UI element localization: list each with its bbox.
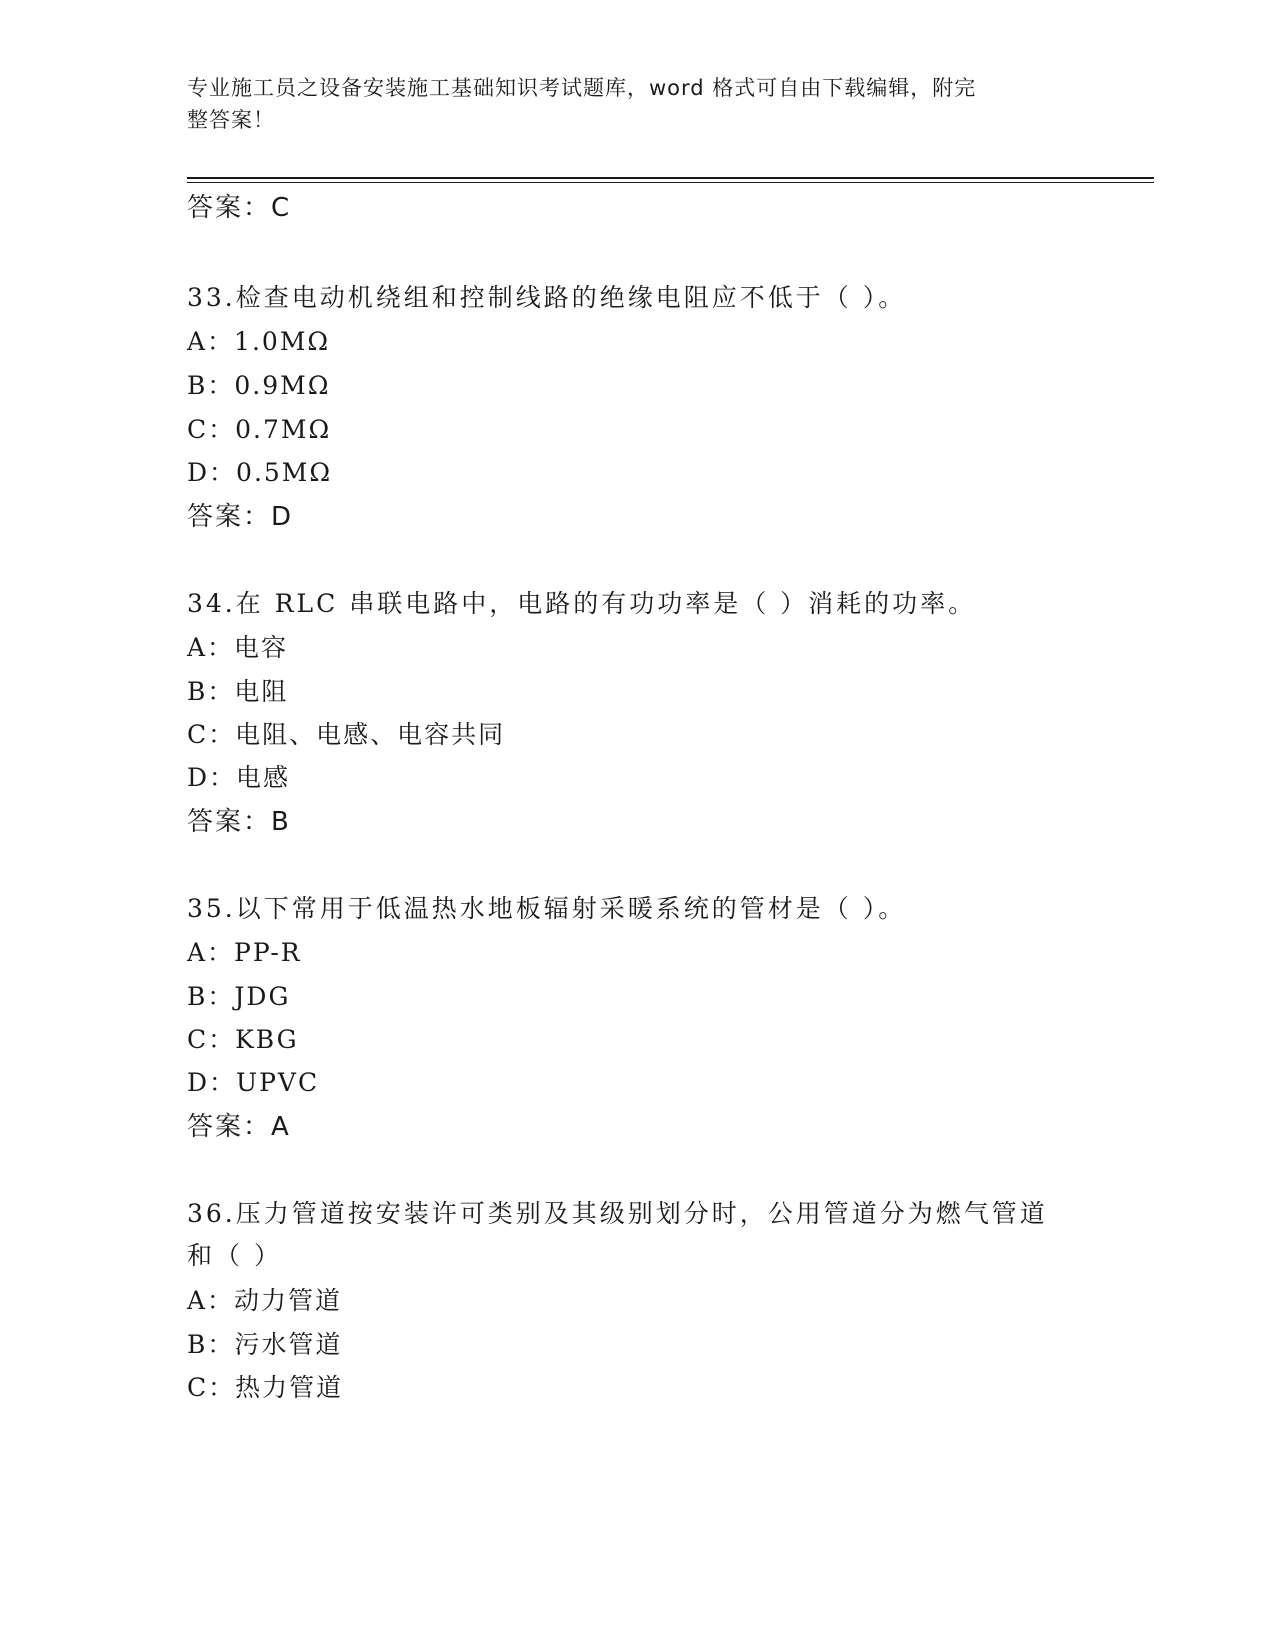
question-34-option-c: C：电阻、电感、电容共同 (187, 720, 506, 749)
question-33-option-b: B：0.9MΩ (187, 371, 331, 400)
answer-prev: 答案：C (187, 193, 292, 223)
question-36-stem-line-1: 36.压力管道按安装许可类别及其级别划分时，公用管道分为燃气管道 (187, 1199, 1048, 1228)
question-34-option-b: B：电阻 (187, 677, 289, 706)
question-36-option-a: A：动力管道 (187, 1286, 343, 1315)
question-33-option-d: D：0.5MΩ (187, 458, 333, 487)
question-34-option-a: A：电容 (187, 633, 289, 662)
question-36-option-b: B：污水管道 (187, 1330, 343, 1359)
header-rule-thin (187, 182, 1154, 183)
question-35-option-d: D：UPVC (187, 1068, 320, 1097)
question-33-answer: 答案：D (187, 502, 294, 532)
question-34-option-d: D：电感 (187, 763, 291, 792)
question-33-option-c: C：0.7MΩ (187, 415, 332, 444)
question-34-stem: 34.在 RLC 串联电路中，电路的有功功率是（ ）消耗的功率。 (187, 589, 977, 618)
document-header (187, 72, 1067, 136)
header-line-2: 整答案！ (187, 108, 275, 132)
question-33-option-a: A：1.0MΩ (187, 327, 331, 356)
header-line-1: 专业施工员之设备安装施工基础知识考试题库，word 格式可自由下载编辑，附完 (187, 76, 977, 100)
header-rule (187, 177, 1154, 179)
question-35-stem: 35.以下常用于低温热水地板辐射采暖系统的管材是（ ）。 (187, 894, 907, 923)
question-36-stem-line-2: 和（ ） (187, 1241, 282, 1270)
question-35-option-b: B：JDG (187, 982, 291, 1011)
question-33-stem: 33.检查电动机绕组和控制线路的绝缘电阻应不低于（ ）。 (187, 283, 907, 312)
question-35-answer: 答案：A (187, 1112, 291, 1142)
question-36-option-c: C：热力管道 (187, 1373, 344, 1402)
question-35-option-a: A：PP-R (187, 938, 302, 967)
question-35-option-c: C：KBG (187, 1025, 299, 1054)
question-34-answer: 答案：B (187, 807, 291, 837)
